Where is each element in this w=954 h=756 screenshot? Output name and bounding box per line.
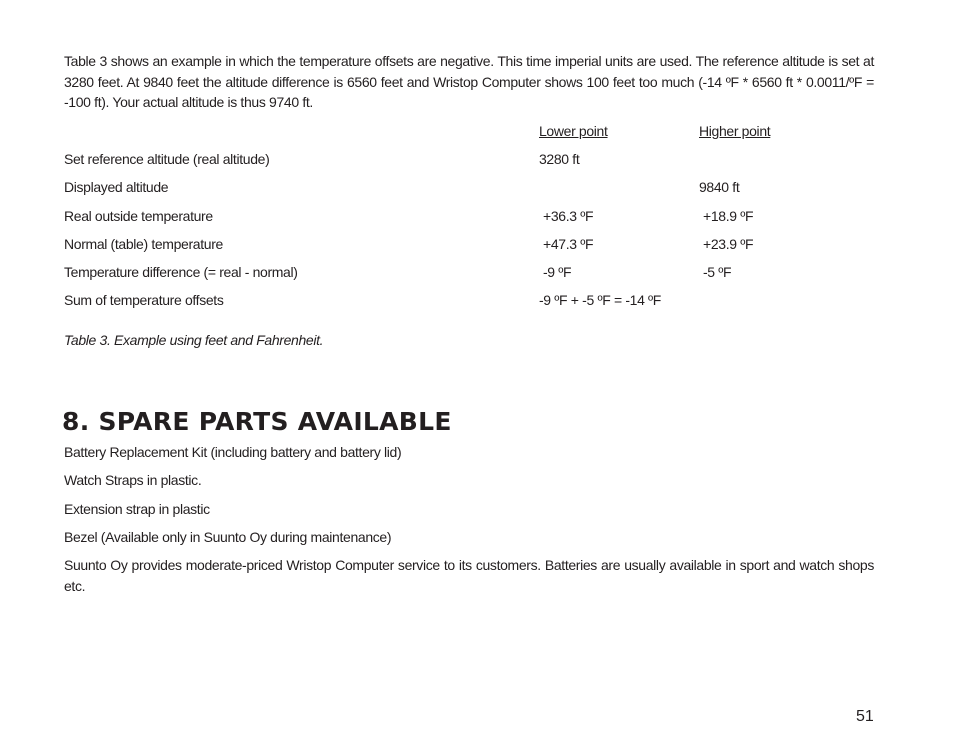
table-row — [0, 206, 954, 226]
row-lower-value: 3280 ft — [539, 151, 580, 167]
row-label: Sum of temperature offsets — [64, 292, 224, 308]
page-number: 51 — [856, 708, 874, 725]
row-label: Normal (table) temperature — [64, 236, 223, 252]
section-heading: 8. SPARE PARTS AVAILABLE — [62, 407, 452, 436]
list-item: Battery Replacement Kit (including battery and battery lid) — [64, 444, 402, 460]
table-row — [0, 149, 954, 169]
list-item: Extension strap in plastic — [64, 501, 210, 517]
row-label: Set reference altitude (real altitude) — [64, 151, 270, 167]
table-row — [0, 290, 954, 310]
row-label: Temperature difference (= real - normal) — [64, 264, 298, 280]
list-item: Watch Straps in plastic. — [64, 472, 202, 488]
row-label: Real outside temperature — [64, 208, 213, 224]
table-row — [0, 177, 954, 197]
table-caption: Table 3. Example using feet and Fahrenheit. — [64, 332, 324, 348]
row-label: Displayed altitude — [64, 179, 169, 195]
row-higher-value: +23.9 ºF — [703, 236, 754, 252]
row-higher-value: +18.9 ºF — [703, 208, 754, 224]
table-row — [0, 234, 954, 254]
row-lower-value: +36.3 ºF — [543, 208, 594, 224]
row-higher-value: 9840 ft — [699, 179, 740, 195]
table-header-row — [0, 121, 954, 141]
table-row — [0, 262, 954, 282]
intro-paragraph: Table 3 shows an example in which the temperature offsets are negative. This time imperial units are used. The reference altitude is set at 3280 feet. At 9840 feet the altitude difference is 6560 feet and Wristop Computer shows 100 feet too much (-14 ºF * 6560 ft * 0.0011/ºF = -100 ft). Your actual altitude is thus 9740 ft. — [64, 53, 874, 110]
closing-paragraph: Suunto Oy provides moderate-priced Wristop Computer service to its customers. Batteries are usually available in sport and watch shops etc. — [64, 557, 874, 594]
list-item: Bezel (Available only in Suunto Oy during maintenance) — [64, 529, 392, 545]
column-header-higher-point: Higher point — [699, 123, 771, 139]
row-lower-value: -9 ºF — [543, 264, 572, 280]
row-lower-value: +47.3 ºF — [543, 236, 594, 252]
row-higher-value: -5 ºF — [703, 264, 732, 280]
column-header-lower-point: Lower point — [539, 123, 608, 139]
row-lower-value: -9 ºF + -5 ºF = -14 ºF — [539, 292, 662, 308]
